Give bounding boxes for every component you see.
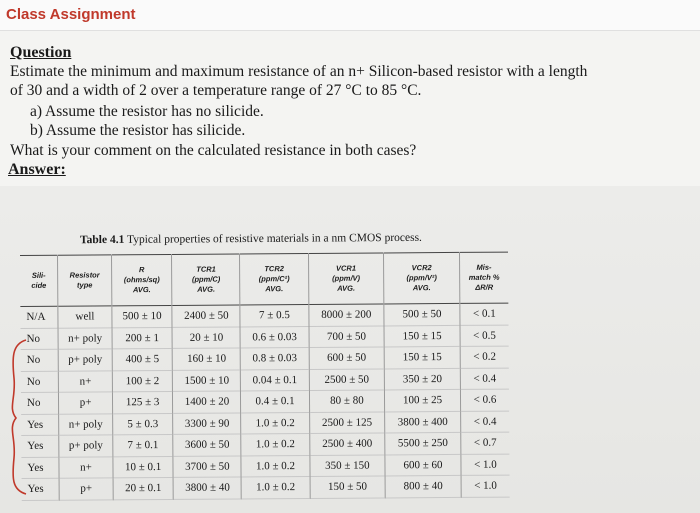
question-line-1: Estimate the minimum and maximum resistance of an n+ Silicon-based resistor with a length: [10, 63, 588, 80]
table-cell: Yes: [27, 418, 44, 431]
table-cell: 800 ± 40: [385, 475, 461, 497]
table-cell: Yes: [27, 483, 44, 496]
table-cell: No: [26, 397, 41, 410]
table-cell: 200 ± 1: [112, 327, 173, 349]
table-header-col-4: [240, 253, 308, 304]
table-cell: < 1.0: [461, 454, 510, 476]
table-cell: well: [58, 306, 112, 328]
table-header-col-0: [20, 255, 58, 306]
table-cell: 10 ± 0.1: [113, 456, 174, 478]
table-cell: < 0.7: [461, 432, 510, 454]
table-cell: 400 ± 5: [112, 348, 173, 370]
question-heading: Question: [10, 44, 72, 61]
page-title: Class Assignment: [6, 6, 136, 23]
table-header-col-1-line-0: Resistor: [69, 270, 100, 280]
table-header-col-3: [172, 254, 240, 305]
table-header-col-5-line-1: (ppm/V): [332, 273, 361, 283]
table-header-col-5-line-0: VCR1: [335, 263, 357, 273]
table-header-col-7: [459, 252, 508, 303]
table-cell: 0.8 ± 0.03: [241, 347, 309, 369]
table-cell: Yes: [27, 461, 44, 474]
table-cell: 8000 ± 200: [308, 304, 384, 326]
table-caption: [80, 232, 422, 246]
table-header-col-4-line-1: (ppm/C²): [258, 274, 290, 284]
table-header-col-2-line-1: (ohms/sq): [123, 275, 160, 285]
table-cell: Yes: [27, 440, 44, 453]
table-cell: 500 ± 10: [112, 305, 173, 327]
table-caption-text: Typical properties of resistive materials in a nm CMOS process.: [126, 231, 422, 246]
table-cell: 150 ± 15: [384, 346, 460, 368]
table-header-col-2: [111, 254, 172, 305]
table-cell: 7 ± 0.1: [113, 434, 174, 456]
answer-heading: Answer:: [8, 161, 66, 178]
table-cell: 1.0 ± 0.2: [241, 433, 309, 455]
table-cell: 600 ± 60: [385, 454, 461, 476]
table-header-col-1-line-1: type: [76, 280, 93, 290]
table-cell: < 0.1: [460, 303, 509, 325]
table-cell: 20 ± 0.1: [113, 477, 174, 499]
table-header-col-6-line-0: VCR2: [411, 263, 432, 273]
table-cell: p+: [59, 392, 113, 414]
table-cell: 2500 ± 125: [309, 411, 385, 433]
table-header-col-7-line-2: ΔR/R: [475, 282, 494, 292]
table-cell: 3600 ± 50: [173, 434, 241, 456]
table-cell: 700 ± 50: [309, 325, 385, 347]
table-header-col-0-line-0: Sili-: [31, 270, 46, 280]
table-header-col-5: [308, 253, 384, 305]
table-cell: No: [26, 375, 41, 388]
table-header-col-6-line-2: AVG.: [412, 283, 431, 293]
table-header-col-7-line-1: match %: [468, 272, 500, 282]
table-cell: 1500 ± 10: [173, 369, 241, 391]
resistive-properties-table: [20, 252, 510, 501]
table-cell: 3300 ± 90: [173, 412, 241, 434]
table-cell: < 0.2: [460, 346, 509, 368]
table-header-col-3-line-2: AVG.: [197, 284, 216, 294]
table-cell: 80 ± 80: [309, 390, 385, 412]
table-cell: p+ poly: [58, 349, 112, 371]
table-cell: 1.0 ± 0.2: [242, 476, 310, 498]
table-header-row: [20, 252, 508, 306]
table-header-col-0-line-1: cide: [31, 280, 47, 290]
table-cell: N/A: [26, 311, 46, 324]
table-cell: 100 ± 2: [112, 370, 173, 392]
question-line-2: of 30 and a width of 2 over a temperature range of 27 °C to 85 °C.: [10, 82, 422, 99]
red-bracket-annotation-icon: [6, 338, 28, 498]
table-cell: 3800 ± 40: [173, 477, 241, 499]
table-cell: n+: [59, 456, 113, 478]
table-cell: p+ poly: [59, 435, 113, 457]
question-item-a: a) Assume the resistor has no silicide.: [30, 103, 264, 120]
table-cell: 2500 ± 400: [309, 433, 385, 455]
table-cell: No: [26, 354, 41, 367]
table-cell: 7 ± 0.5: [240, 304, 308, 326]
table-cell: 150 ± 15: [384, 325, 460, 347]
table-header-col-6-line-1: (ppm/V²): [406, 273, 437, 283]
table-cell: < 0.4: [460, 411, 509, 433]
table-cell: 160 ± 10: [173, 348, 241, 370]
table-cell: 1.0 ± 0.2: [241, 455, 309, 477]
table-header-col-6: [384, 252, 460, 304]
table-header-col-7-line-0: Mis-: [476, 262, 492, 272]
table-cell: < 0.5: [460, 325, 509, 347]
table-header-col-2-line-0: R: [138, 265, 145, 275]
question-item-b: b) Assume the resistor has silicide.: [30, 122, 246, 139]
table-header-col-4-line-2: AVG.: [265, 284, 284, 294]
table-cell: 500 ± 50: [384, 303, 460, 325]
table-header-col-5-line-2: AVG.: [337, 283, 356, 293]
table-cell: 1.0 ± 0.2: [241, 412, 309, 434]
table-cell: 3700 ± 50: [173, 455, 241, 477]
table-header-col-4-line-0: TCR2: [264, 264, 284, 274]
table-cell: 0.04 ± 0.1: [241, 369, 309, 391]
table-cell: 125 ± 3: [112, 391, 173, 413]
table-row: [22, 475, 510, 500]
table-caption-label: Table 4.1: [79, 233, 125, 247]
table-body: [20, 303, 509, 500]
table-cell: 3800 ± 400: [385, 411, 461, 433]
table-cell: p+: [59, 478, 113, 500]
table-cell: < 0.4: [460, 368, 509, 390]
table-cell: 100 ± 25: [385, 389, 461, 411]
table-cell: < 1.0: [461, 475, 510, 497]
table-cell: 5500 ± 250: [385, 432, 461, 454]
table-cell: n+: [59, 370, 113, 392]
table-header-col-3-line-0: TCR1: [196, 264, 216, 274]
table-header-col-2-line-2: AVG.: [132, 285, 151, 295]
table-cell: n+ poly: [59, 413, 113, 435]
table-cell: 2500 ± 50: [309, 368, 385, 390]
table-cell: 20 ± 10: [172, 326, 240, 348]
table-header-col-1: [58, 255, 112, 306]
table-cell: 0.4 ± 0.1: [241, 390, 309, 412]
table-cell: 0.6 ± 0.03: [240, 326, 308, 348]
table-cell: 5 ± 0.3: [112, 413, 173, 435]
table-cell: 2400 ± 50: [172, 305, 240, 327]
table-cell: < 0.6: [460, 389, 509, 411]
table-cell: 1400 ± 20: [173, 391, 241, 413]
table-cell: 350 ± 150: [309, 454, 385, 476]
table-cell: n+ poly: [58, 327, 112, 349]
table-cell: 600 ± 50: [309, 347, 385, 369]
table-header-col-3-line-1: (ppm/C): [191, 274, 221, 284]
table-cell: 150 ± 50: [310, 476, 386, 498]
table-cell: No: [26, 332, 41, 345]
title-banner: [0, 0, 700, 31]
table-cell: 350 ± 20: [385, 368, 461, 390]
question-comment: What is your comment on the calculated resistance in both cases?: [10, 142, 417, 159]
